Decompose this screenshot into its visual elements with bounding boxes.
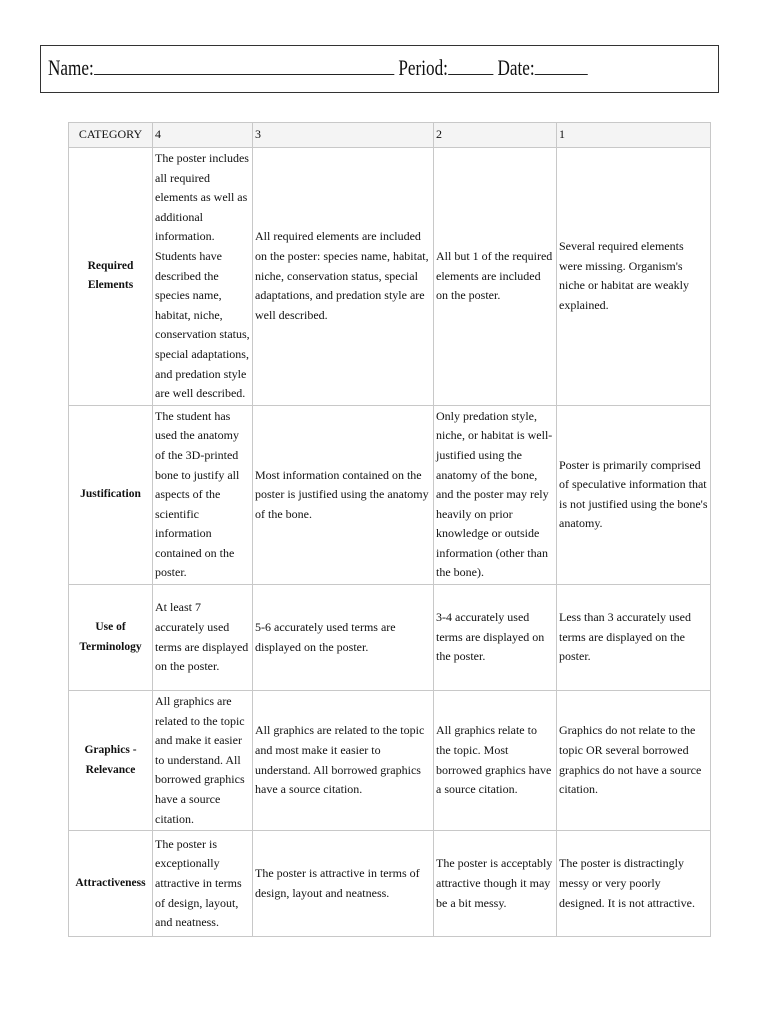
score-4-cell: The poster includes all required elements as well as additional information. Students have described the species name, habitat, niche, conservation status, special adaptations, and predation style are well described.: [153, 148, 253, 406]
table-header-row: [69, 123, 711, 148]
score-3-cell: Most information contained on the poster is justified using the anatomy of the bone.: [253, 405, 434, 584]
score-3-cell: The poster is attractive in terms of design, layout and neatness.: [253, 831, 434, 937]
period-label: Period:: [398, 55, 448, 80]
score-3-cell: All required elements are included on the poster: species name, habitat, niche, conservation status, special adaptations, and predation style are well described.: [253, 148, 434, 406]
column-header-4: 4: [153, 123, 253, 148]
score-1-cell: The poster is distractingly messy or very poorly designed. It is not attractive.: [557, 831, 711, 937]
score-4-cell: The poster is exceptionally attractive in terms of design, layout, and neatness.: [153, 831, 253, 937]
name-label: Name:: [48, 55, 94, 80]
category-cell: Required Elements: [69, 148, 153, 406]
score-1-cell: Several required elements were missing. Organism's niche or habitat are weakly explained.: [557, 148, 711, 406]
score-3-cell: 5-6 accurately used terms are displayed on the poster.: [253, 585, 434, 691]
score-2-cell: All but 1 of the required elements are included on the poster.: [434, 148, 557, 406]
name-field[interactable]: [94, 56, 394, 75]
score-2-cell: 3-4 accurately used terms are displayed on the poster.: [434, 585, 557, 691]
score-1-cell: Less than 3 accurately used terms are displayed on the poster.: [557, 585, 711, 691]
category-cell: Use of Terminology: [69, 585, 153, 691]
score-2-cell: All graphics relate to the topic. Most borrowed graphics have a source citation.: [434, 691, 557, 831]
score-1-cell: Poster is primarily comprised of speculative information that is not justified using the bone's anatomy.: [557, 405, 711, 584]
period-field[interactable]: [448, 56, 493, 75]
score-2-cell: The poster is acceptably attractive though it may be a bit messy.: [434, 831, 557, 937]
score-1-cell: Graphics do not relate to the topic OR several borrowed graphics do not have a source citation.: [557, 691, 711, 831]
category-cell: Graphics - Relevance: [69, 691, 153, 831]
score-3-cell: All graphics are related to the topic and most make it easier to understand. All borrowed graphics have a source citation.: [253, 691, 434, 831]
table-row-required-elements: [69, 148, 711, 406]
student-info-line: [48, 55, 588, 81]
rubric-table: [68, 122, 711, 937]
student-info-box: [40, 45, 719, 93]
score-2-cell: Only predation style, niche, or habitat is well-justified using the anatomy of the bone, and the poster may rely heavily on prior knowledge or outside information (other than the bone).: [434, 405, 557, 584]
score-4-cell: The student has used the anatomy of the 3D-printed bone to justify all aspects of the scientific information contained on the poster.: [153, 405, 253, 584]
table-row-use-of-terminology: [69, 585, 711, 691]
category-cell: Justification: [69, 405, 153, 584]
table-row-justification: [69, 405, 711, 584]
table-row-graphics-relevance: [69, 691, 711, 831]
score-4-cell: All graphics are related to the topic and make it easier to understand. All borrowed graphics have a source citation.: [153, 691, 253, 831]
score-4-cell: At least 7 accurately used terms are displayed on the poster.: [153, 585, 253, 691]
column-header-2: 2: [434, 123, 557, 148]
date-label: Date:: [497, 55, 535, 80]
column-header-category: CATEGORY: [69, 123, 153, 148]
table-row-attractiveness: [69, 831, 711, 937]
column-header-3: 3: [253, 123, 434, 148]
category-cell: Attractiveness: [69, 831, 153, 937]
column-header-1: 1: [557, 123, 711, 148]
date-field[interactable]: [535, 56, 588, 75]
